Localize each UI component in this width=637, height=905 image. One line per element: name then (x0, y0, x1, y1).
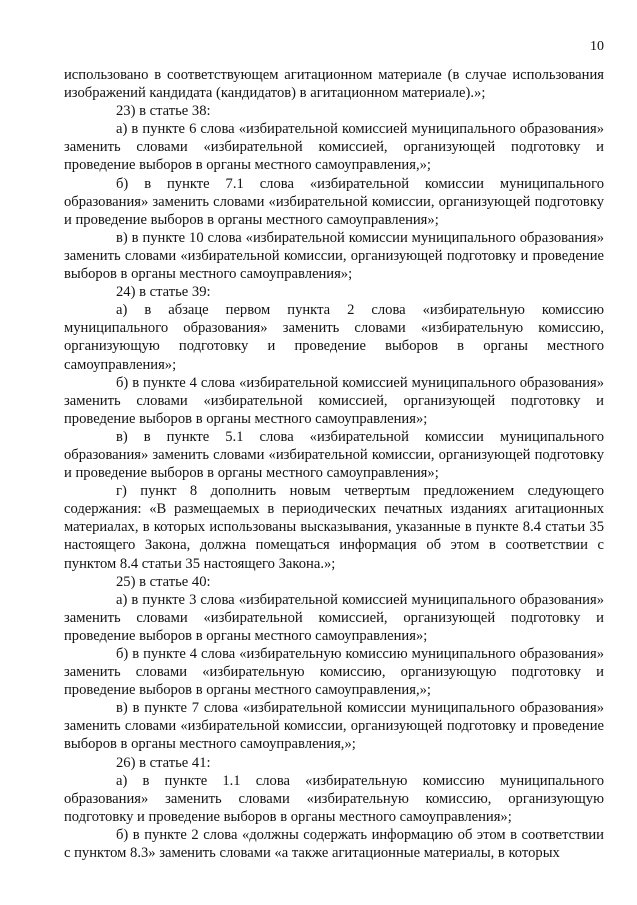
paragraph-41-b: б) в пункте 2 слова «должны содержать информацию об этом в соответствии с пунктом 8.3» заменить словами «а также агитационные материалы, в которых (64, 826, 604, 862)
paragraph-40-b: б) в пункте 4 слова «избирательную комиссию муниципального образования» заменить словами «избирательную комиссию, организующую подготовку и проведение выборов в органы местного самоуправления,»; (64, 646, 604, 699)
paragraph-38-b: б) в пункте 7.1 слова «избирательной комиссии муниципального образования» заменить словами «избирательной комиссии, организующей подготовку и проведение выборов в органы местного самоуправления»; (64, 175, 604, 228)
document-body (64, 66, 604, 862)
paragraph-article-39-heading: 24) в статье 39: (116, 284, 211, 301)
paragraph-39-b: б) в пункте 4 слова «избирательной комиссией муниципального образования» заменить словами «избирательной комиссией, организующей подготовку и проведение выборов в органы местного самоуправления»; (64, 374, 604, 427)
paragraph-article-41-heading: 26) в статье 41: (116, 754, 211, 771)
paragraph-40-a: а) в пункте 3 слова «избирательной комиссией муниципального образования» заменить словами «избирательной комиссией, организующей подготовку и проведение выборов в органы местного самоуправления»; (64, 591, 604, 644)
paragraph-39-g: г) пункт 8 дополнить новым четвертым предложением следующего содержания: «В размещаемых в периодических печатных изданиях агитационных материалах, в которых использованы высказывания, указанные в пункте 8.4 статьи 35 настоящего Закона, должна помещаться информация об этом в соответствии с пунктом 8.4 статьи 35 настоящего Закона.»; (64, 483, 604, 572)
paragraph-38-a: а) в пункте 6 слова «избирательной комиссией муниципального образования» заменить словами «избирательной комиссией, организующей подготовку и проведение выборов в органы местного самоуправления,»; (64, 121, 604, 174)
paragraph-39-a: а) в абзаце первом пункта 2 слова «избирательную комиссию муниципального образования» заменить словами «избирательную комиссию, организующую подготовку и проведение выборов в органы местного самоуправления»; (64, 302, 604, 373)
paragraph-41-a: а) в пункте 1.1 слова «избирательную комиссию муниципального образования» заменить словами «избирательную комиссию, организующую подготовку и проведение выборов в органы местного самоуправления»; (64, 772, 604, 825)
paragraph-38-v: в) в пункте 10 слова «избирательной комиссии муниципального образования» заменить словами «избирательной комиссии, организующей подготовку и проведение выборов в органы местного самоуправления»; (64, 229, 604, 283)
paragraph-40-v: в) в пункте 7 слова «избирательной комиссии муниципального образования» заменить словами «избирательной комиссии, организующей подготовку и проведение выборов в органы местного самоуправления,»; (64, 700, 604, 753)
paragraph-article-38-heading: 23) в статье 38: (116, 103, 211, 120)
paragraph-continuation: использовано в соответствующем агитационном материале (в случае использования изображений кандидата (кандидатов) в агитационном материале).»; (64, 67, 604, 102)
paragraph-article-40-heading: 25) в статье 40: (116, 573, 211, 590)
paragraph-39-v: в) в пункте 5.1 слова «избирательной комиссии муниципального образования» заменить словами «избирательной комиссии, организующей подготовку и проведение выборов в органы местного самоуправления»; (64, 428, 604, 482)
page-number: 10 (590, 39, 604, 54)
